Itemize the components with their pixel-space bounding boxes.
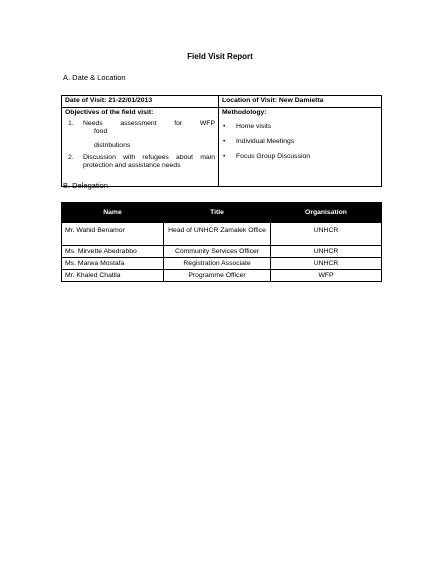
objectives-cell (62, 108, 219, 187)
method-label: Home visits (236, 123, 272, 130)
bullet-icon: • (223, 153, 226, 160)
objective-number: 1. (68, 120, 74, 127)
methodology-list (222, 123, 378, 161)
table-row (62, 258, 382, 270)
table-row (62, 246, 382, 258)
objective-word: for (174, 120, 183, 127)
delegate-name: Ms. Mirvette Abedrabbo (62, 246, 164, 258)
delegate-title: Registration Associate (164, 258, 271, 270)
delegate-name: Mr. Khaled Chatila (62, 270, 164, 282)
objective-1-line (83, 120, 215, 128)
bullet-icon: • (223, 138, 226, 145)
delegate-organisation: UNHCR (271, 258, 382, 270)
objective-number: 2. (68, 154, 74, 161)
objective-1-line2: food (94, 128, 108, 135)
objective-1-line3: distributions (94, 142, 131, 149)
objective-word: Needs (83, 120, 103, 127)
method-item (222, 138, 378, 146)
objective-item-2 (65, 154, 215, 170)
delegate-organisation: UNHCR (271, 246, 382, 258)
table-row (62, 223, 382, 246)
table-row (62, 270, 382, 282)
methodology-cell (219, 108, 382, 187)
delegation-header-row (62, 203, 382, 223)
column-header-title: Title (164, 203, 271, 223)
delegate-title: Community Services Officer (164, 246, 271, 258)
location-of-visit-cell: Location of Visit: New Damietta (219, 96, 382, 108)
delegate-organisation: UNHCR (271, 223, 382, 246)
section-b-heading: B. Delegation (63, 181, 109, 190)
objective-item-1 (65, 120, 215, 150)
column-header-organisation: Organisation (271, 203, 382, 223)
delegate-organisation: WFP (271, 270, 382, 282)
delegate-name: Ms. Marwa Mostafa (62, 258, 164, 270)
objectives-list (65, 120, 215, 170)
date-of-visit-cell: Date of Visit: 21-22/01/2013 (62, 96, 219, 108)
method-label: Focus Group Discussion (236, 153, 311, 160)
method-label: Individual Meetings (236, 138, 295, 145)
delegate-name: Mr. Wahid Benamor (62, 223, 164, 246)
method-item (222, 153, 378, 161)
delegate-title: Head of UNHCR Zamalek Office (164, 223, 271, 246)
objective-2-text: Discussion with refugees about main protection and assistance needs (83, 154, 215, 169)
section-a-heading: A. Date & Location (63, 73, 126, 82)
delegate-title: Programme Officer (164, 270, 271, 282)
objective-word: assessment (120, 120, 157, 127)
method-item (222, 123, 378, 131)
objectives-heading: Objectives of the field visit: (65, 109, 154, 116)
column-header-name: Name (62, 203, 164, 223)
page-title: Field Visit Report (187, 52, 253, 61)
methodology-heading: Methodology: (222, 109, 267, 116)
date-location-table (61, 95, 382, 187)
bullet-icon: • (223, 123, 226, 130)
objective-word: WFP (199, 120, 215, 127)
delegation-table (61, 202, 382, 282)
